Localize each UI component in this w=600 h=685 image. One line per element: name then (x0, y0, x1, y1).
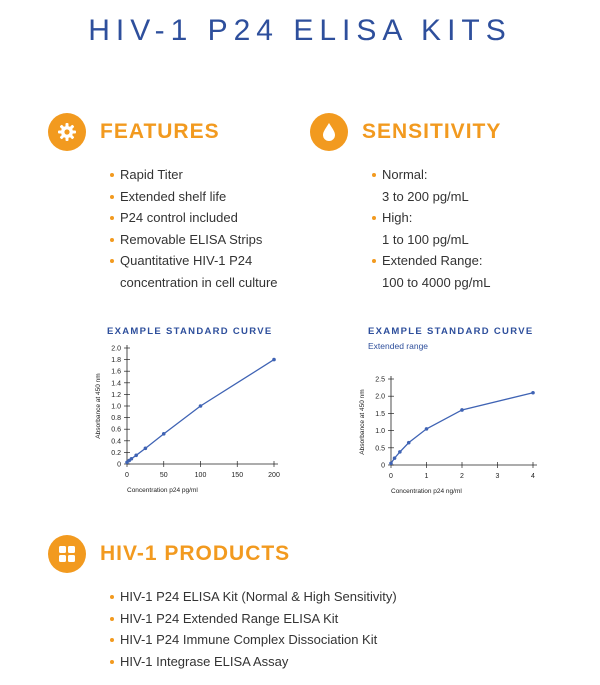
x-tick-label: 200 (268, 472, 280, 479)
list-item-continued: concentration in cell culture (120, 274, 278, 290)
y-tick-label: 1.5 (375, 410, 385, 418)
sensitivity-value: 1 to 100 pg/mL (382, 231, 469, 247)
y-tick-label: 2.5 (375, 376, 385, 384)
x-tick-label: 0 (389, 473, 393, 480)
list-item: Removable ELISA Strips (110, 229, 278, 251)
list-item: HIV-1 P24 ELISA Kit (Normal & High Sensitivity) (110, 586, 397, 608)
y-tick-label: 2.0 (111, 345, 121, 353)
list-item: Extended shelf life (110, 186, 278, 208)
list-item: Quantitative HIV-1 P24 (110, 250, 278, 272)
page-title: HIV-1 P24 ELISA KITS (88, 14, 512, 47)
x-tick-label: 1 (424, 473, 429, 480)
grid-icon (48, 535, 86, 573)
x-axis-label: Concentration p24 pg/ml (127, 487, 198, 494)
sensitivity-value: 100 to 4000 pg/mL (382, 274, 491, 290)
products-header (48, 535, 290, 573)
y-tick-label: 1.6 (111, 368, 121, 376)
chart-2-title: EXAMPLE STANDARD CURVE (368, 326, 534, 337)
extended-range-chart (352, 365, 552, 505)
sensitivity-label: Extended Range: (372, 250, 490, 272)
data-point (393, 456, 397, 460)
y-tick-label: 1.0 (111, 403, 121, 411)
sensitivity-value: 3 to 200 pg/mL (382, 188, 469, 204)
list-item: HIV-1 Integrase ELISA Assay (110, 651, 397, 673)
y-axis-label: Absorbance at 450 nm (95, 373, 102, 439)
y-tick-label: 1.0 (375, 428, 385, 436)
sensitivity-label: Normal: (372, 164, 490, 186)
sensitivity-header (310, 113, 501, 151)
series-line (391, 393, 533, 464)
x-tick-label: 100 (194, 472, 207, 479)
sensitivity-label: High: (372, 207, 490, 229)
standard-curve-chart (90, 340, 320, 510)
y-tick-label: 1.2 (111, 391, 121, 399)
data-point (144, 447, 148, 451)
data-point (199, 404, 203, 408)
y-tick-label: 0.8 (111, 415, 121, 423)
droplet-icon (310, 113, 348, 151)
data-point (460, 408, 464, 412)
data-point (425, 427, 429, 431)
products-title: HIV-1 PRODUCTS (100, 542, 291, 565)
y-tick-label: 0.2 (111, 449, 121, 457)
data-point (130, 457, 134, 461)
data-point (272, 358, 276, 362)
features-title: FEATURES (100, 120, 220, 143)
sensitivity-title: SENSITIVITY (362, 120, 502, 143)
data-point (389, 461, 393, 465)
list-item: P24 control included (110, 207, 278, 229)
y-tick-label: 0 (381, 462, 385, 470)
products-list (110, 586, 397, 672)
y-tick-label: 2.0 (375, 393, 385, 401)
y-axis-label: Absorbance at 450 nm (359, 389, 366, 455)
chart-2-subtitle: Extended range (368, 341, 429, 351)
y-tick-label: 0 (117, 461, 121, 469)
x-axis-label: Concentration p24 ng/ml (391, 488, 462, 495)
y-tick-label: 1.8 (111, 357, 121, 365)
chart-1-title: EXAMPLE STANDARD CURVE (107, 326, 273, 337)
features-header (48, 113, 220, 151)
x-tick-label: 2 (460, 473, 464, 480)
data-point (162, 432, 166, 436)
x-tick-label: 150 (231, 472, 244, 479)
sensitivity-list (372, 164, 490, 293)
list-item: HIV-1 P24 Extended Range ELISA Kit (110, 608, 397, 630)
data-point (407, 441, 411, 445)
list-item: HIV-1 P24 Immune Complex Dissociation Kit (110, 629, 397, 651)
y-tick-label: 0.5 (375, 445, 385, 453)
list-item: Rapid Titer (110, 164, 278, 186)
x-tick-label: 0 (125, 472, 129, 479)
data-point (134, 454, 138, 458)
x-tick-label: 50 (159, 472, 168, 479)
x-tick-label: 3 (495, 473, 500, 480)
y-tick-label: 0.6 (111, 426, 121, 434)
series-line (127, 360, 274, 463)
y-tick-label: 0.4 (111, 438, 121, 446)
features-list (110, 164, 278, 293)
y-tick-label: 1.4 (111, 380, 121, 388)
x-tick-label: 4 (531, 473, 535, 480)
data-point (531, 391, 535, 395)
data-point (398, 450, 402, 454)
gear-icon (48, 113, 86, 151)
